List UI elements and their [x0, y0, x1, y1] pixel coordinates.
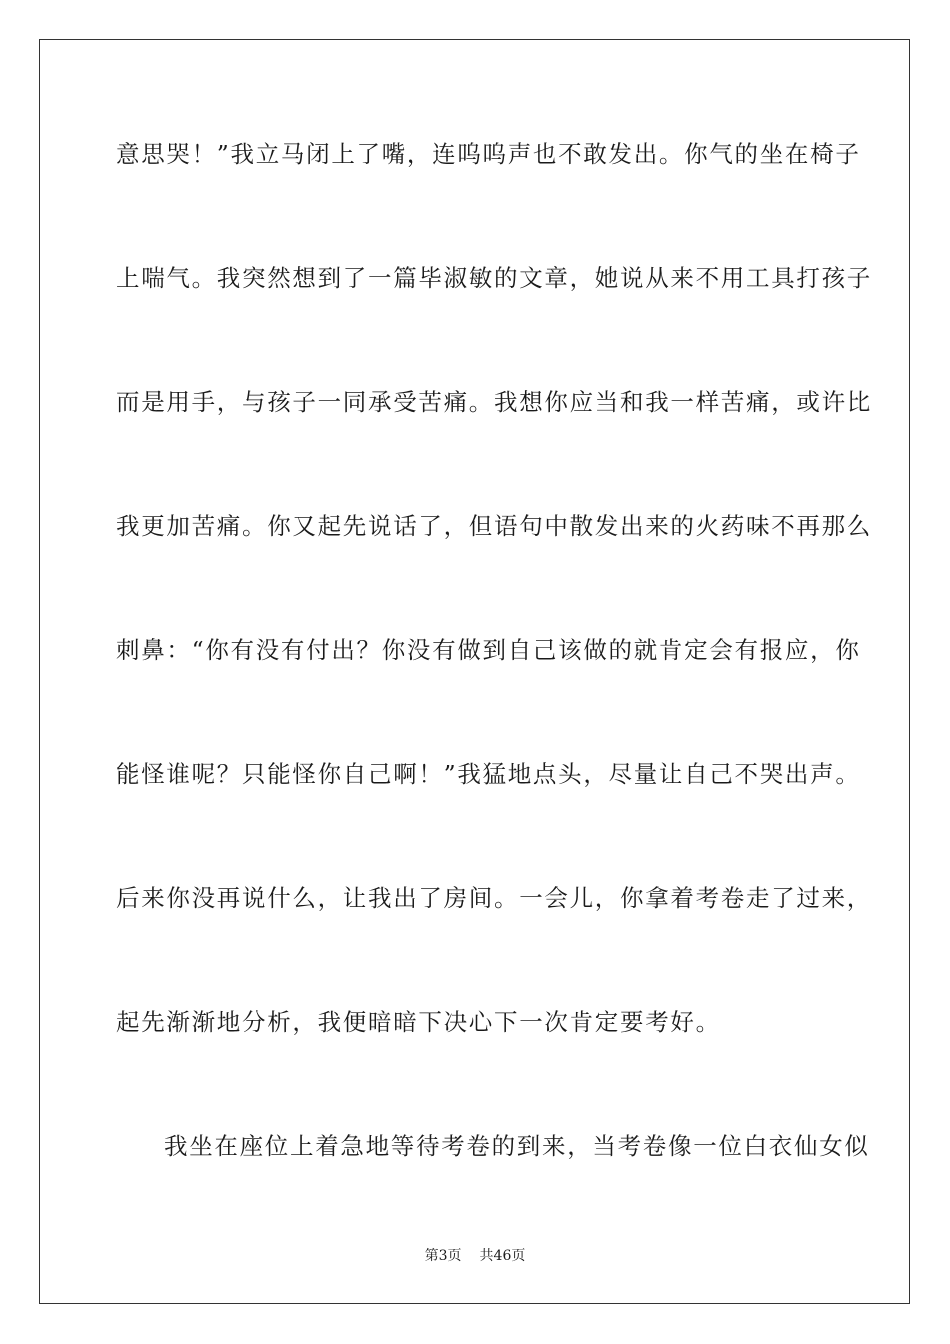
- page-footer: [0, 1246, 950, 1266]
- page-number: 第3页: [424, 1248, 462, 1264]
- body-line-6: 能怪谁呢？只能怪你自己啊！”我猛地点头，尽量让自己不哭出声。: [116, 760, 861, 788]
- page-total: 共46页: [479, 1248, 526, 1264]
- body-line-5: 刺鼻：“你有没有付出？你没有做到自己该做的就肯定会有报应，你: [116, 636, 861, 664]
- body-line-2: 上喘气。我突然想到了一篇毕淑敏的文章，她说从来不用工具打孩子: [116, 264, 872, 292]
- body-line-3: 而是用手，与孩子一同承受苦痛。我想你应当和我一样苦痛，或许比: [116, 388, 872, 416]
- body-line-9: 我坐在座位上着急地等待考卷的到来，当考卷像一位白衣仙女似: [164, 1132, 870, 1160]
- body-line-8: 起先渐渐地分析，我便暗暗下决心下一次肯定要考好。: [116, 1008, 721, 1036]
- body-line-7: 后来你没再说什么，让我出了房间。一会儿，你拿着考卷走了过来，: [116, 884, 872, 912]
- body-line-1: 意思哭！”我立马闭上了嘴，连呜呜声也不敢发出。你气的坐在椅子: [116, 140, 861, 168]
- body-line-4: 我更加苦痛。你又起先说话了，但语句中散发出来的火药味不再那么: [116, 512, 872, 540]
- page-border: [39, 39, 910, 1304]
